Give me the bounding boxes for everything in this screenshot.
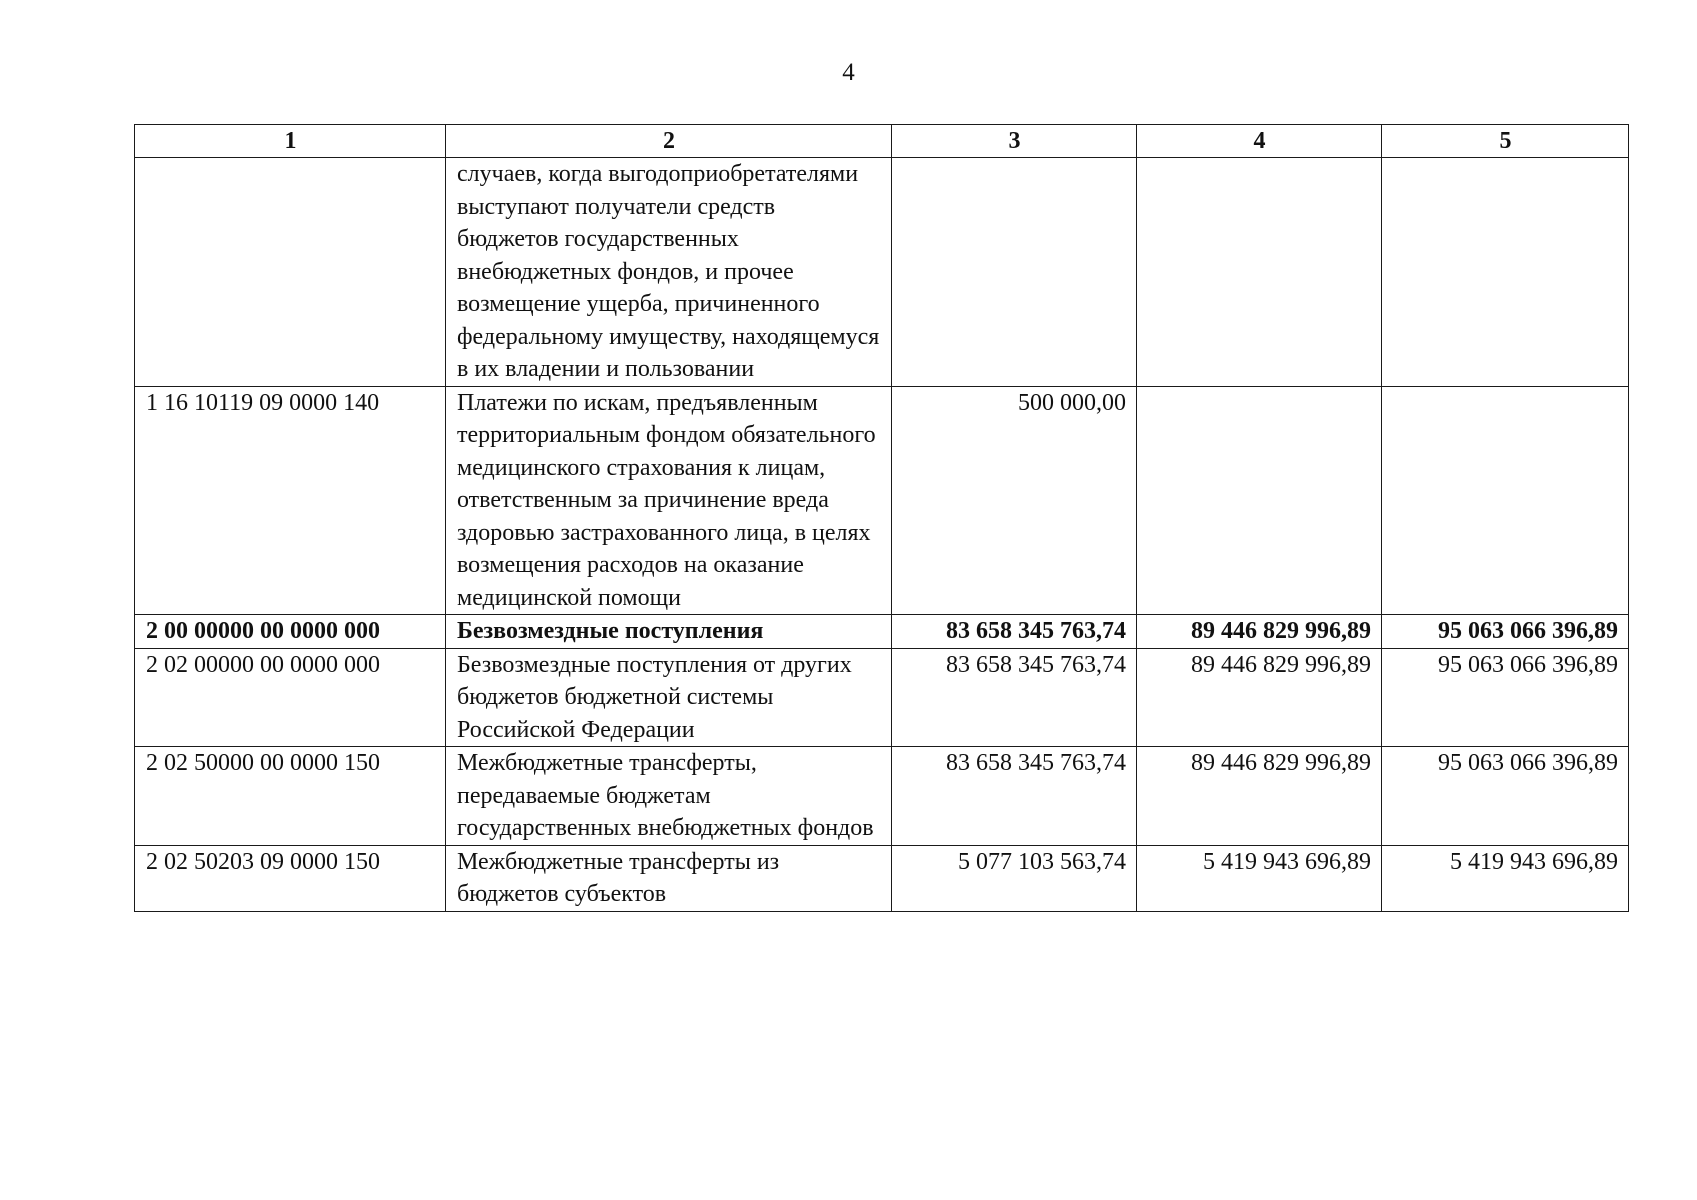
item-name-cell: Межбюджетные трансферты из бюджетов субъектов (446, 845, 892, 911)
amount-col3-cell: 500 000,00 (892, 386, 1137, 615)
table-row (135, 648, 1629, 747)
column-header-2: 2 (446, 125, 892, 158)
amount-col5-cell: 95 063 066 396,89 (1382, 648, 1629, 747)
amount-col3-cell: 83 658 345 763,74 (892, 648, 1137, 747)
amount-col5-cell (1382, 386, 1629, 615)
amount-col4-cell (1137, 386, 1382, 615)
amount-col4-cell (1137, 158, 1382, 387)
table-row-total (135, 615, 1629, 649)
budget-revenue-table (134, 124, 1629, 912)
column-header-3: 3 (892, 125, 1137, 158)
amount-col5-cell: 95 063 066 396,89 (1382, 615, 1629, 649)
amount-col5-cell: 95 063 066 396,89 (1382, 747, 1629, 846)
table-header-row (135, 125, 1629, 158)
item-name-cell: Безвозмездные поступления от других бюджетов бюджетной системы Российской Федерации (446, 648, 892, 747)
amount-col4-cell: 89 446 829 996,89 (1137, 648, 1382, 747)
page-number: 4 (842, 59, 855, 86)
amount-col3-cell (892, 158, 1137, 387)
amount-col3-cell: 5 077 103 563,74 (892, 845, 1137, 911)
item-name-cell: Безвозмездные поступления (446, 615, 892, 649)
budget-code-cell: 2 02 00000 00 0000 000 (135, 648, 446, 747)
amount-col5-cell: 5 419 943 696,89 (1382, 845, 1629, 911)
item-name-cell: случаев, когда выгодоприобретателями выступают получатели средств бюджетов государственных внебюджетных фондов, и прочее возмещение ущерба, причиненного федеральному имуществу, находящемуся в их владении и пользовании (446, 158, 892, 387)
item-name-cell: Межбюджетные трансферты, передаваемые бюджетам государственных внебюджетных фондов (446, 747, 892, 846)
amount-col3-cell: 83 658 345 763,74 (892, 747, 1137, 846)
table-row (135, 845, 1629, 911)
amount-col5-cell (1382, 158, 1629, 387)
column-header-1: 1 (135, 125, 446, 158)
table-row (135, 386, 1629, 615)
item-name-cell: Платежи по искам, предъявленным территориальным фондом обязательного медицинского страхования к лицам, ответственным за причинение вреда здоровью застрахованного лица, в целях возмещения расходов на оказание медицинской помощи (446, 386, 892, 615)
amount-col4-cell: 5 419 943 696,89 (1137, 845, 1382, 911)
amount-col4-cell: 89 446 829 996,89 (1137, 615, 1382, 649)
budget-code-cell: 2 02 50203 09 0000 150 (135, 845, 446, 911)
table-row (135, 747, 1629, 846)
column-header-5: 5 (1382, 125, 1629, 158)
table-row (135, 158, 1629, 387)
amount-col4-cell: 89 446 829 996,89 (1137, 747, 1382, 846)
budget-code-cell (135, 158, 446, 387)
column-header-4: 4 (1137, 125, 1382, 158)
amount-col3-cell: 83 658 345 763,74 (892, 615, 1137, 649)
budget-code-cell: 2 02 50000 00 0000 150 (135, 747, 446, 846)
budget-code-cell: 2 00 00000 00 0000 000 (135, 615, 446, 649)
budget-code-cell: 1 16 10119 09 0000 140 (135, 386, 446, 615)
